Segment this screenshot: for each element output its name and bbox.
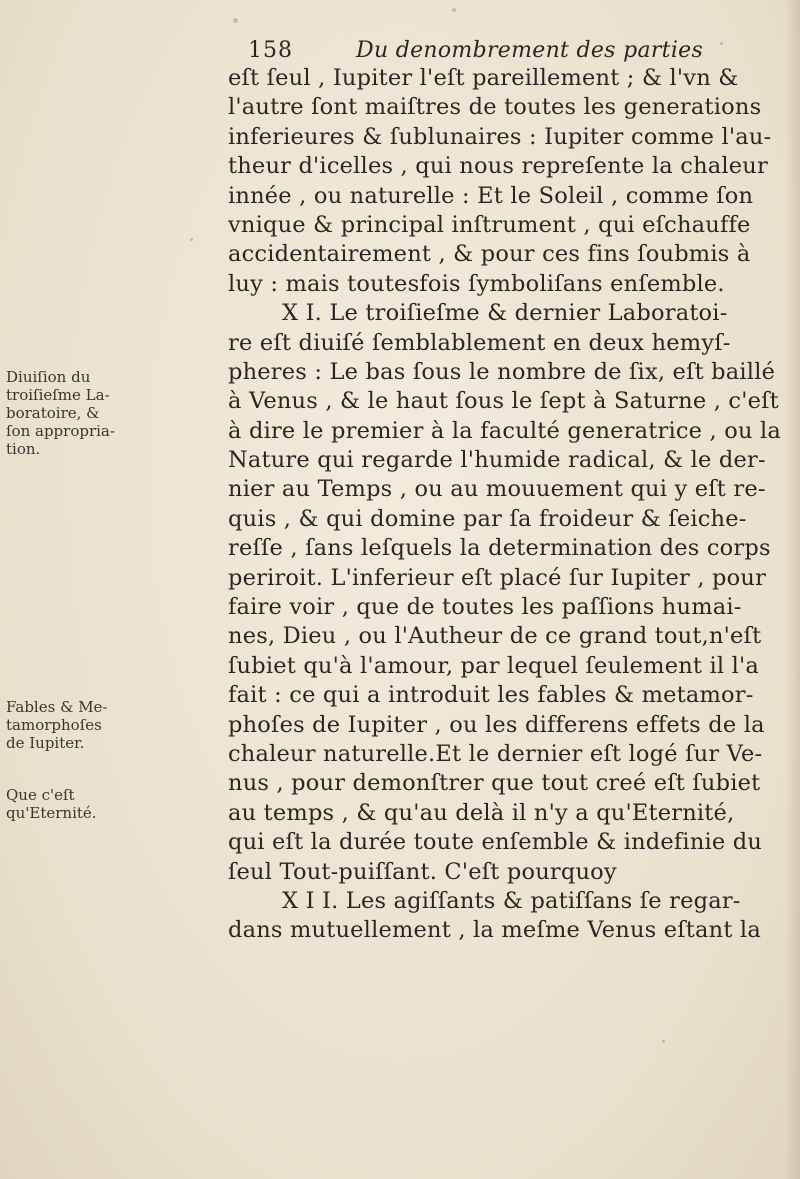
text-line: chaleur naturelle.Et le dernier eſt logé ſur Ve- xyxy=(228,740,763,767)
paper-speck xyxy=(720,42,723,45)
margin-note-line: Fables & Me- xyxy=(6,698,108,716)
text-line: au temps , & qu'au delà il n'y a qu'Eternité, xyxy=(228,799,735,826)
text-line: accidentairement , & pour ces fins ſoubmis à xyxy=(228,241,751,268)
text-line: à Venus , & le haut ſous le ſept à Saturne , c'eſt xyxy=(228,388,779,415)
text-line: luy : mais toutesfois ſymboliſans enſemble. xyxy=(228,270,725,297)
text-line: vnique & principal inſtrument , qui eſchauffe xyxy=(228,211,751,238)
text-line: faire voir , que de toutes les paſſions humai- xyxy=(228,594,742,621)
text-line: nes, Dieu , ou l'Autheur de ce grand tout,n'eſt xyxy=(228,623,762,650)
section-heading-line: X I I. Les agiſſants & patiſſans ſe regar- xyxy=(282,887,741,914)
paper-speck xyxy=(452,8,456,12)
running-title: Du denombrement des parties xyxy=(356,38,704,63)
text-line: quis , & qui domine par ſa froideur & ſeiche- xyxy=(228,505,747,532)
page-edge-shadow xyxy=(786,0,800,1179)
margin-note-line: tamorphoſes xyxy=(6,716,102,734)
text-line: ſubiet qu'à l'amour, par lequel ſeulement il l'a xyxy=(228,652,760,679)
text-line: fait : ce qui a introduit les fables & metamor- xyxy=(228,682,754,709)
text-line: pheres : Le bas ſous le nombre de ſix, eſt baillé xyxy=(228,358,776,385)
text-line: Nature qui regarde l'humide radical, & le der- xyxy=(228,447,766,474)
margin-note-line: tion. xyxy=(6,440,41,458)
text-line: ſeul Tout-puiſſant. C'eſt pourquoy xyxy=(228,858,617,885)
margin-note-line: ſon appropria- xyxy=(6,422,115,440)
margin-note-line: troiſieſme La- xyxy=(6,386,110,404)
text-line: l'autre ſont maiſtres de toutes les generations xyxy=(228,94,762,121)
margin-note-eternity xyxy=(6,786,116,822)
margin-note-line: Que c'eſt xyxy=(6,786,75,804)
text-line: à dire le premier à la faculté generatrice , ou la xyxy=(228,417,782,444)
margin-note-line: qu'Eternité. xyxy=(6,804,97,822)
main-text-block xyxy=(228,64,782,946)
page-number: 158 xyxy=(248,38,293,63)
margin-note-line: Diuiſion du xyxy=(6,368,91,386)
margin-note-line: boratoire, & xyxy=(6,404,100,422)
margin-note-fables xyxy=(6,698,116,752)
section-heading-line: X I. Le troiſieſme & dernier Laboratoi- xyxy=(282,300,728,327)
text-line: nus , pour demonſtrer que tout creé eſt ſubiet xyxy=(228,770,761,797)
text-line: nier au Temps , ou au mouuement qui y eſt re- xyxy=(228,476,766,503)
margin-note-division xyxy=(6,368,116,458)
text-line: re eſt diuiſé ſemblablement en deux hemyſ- xyxy=(228,329,731,356)
margin-note-line: de Iupiter. xyxy=(6,734,85,752)
text-line: inferieures & ſublunaires : Iupiter comme l'au- xyxy=(228,123,772,150)
text-line: reſſe , ſans leſquels la determination des corps xyxy=(228,535,771,562)
text-line: innée , ou naturelle : Et le Soleil , comme ſon xyxy=(228,182,754,209)
paper-speck xyxy=(233,18,238,23)
text-line: qui eſt la durée toute enſemble & indefinie du xyxy=(228,829,763,856)
text-line: phoſes de Iupiter , ou les differens effets de la xyxy=(228,711,765,738)
paper-speck xyxy=(662,1040,665,1043)
text-line: theur d'icelles , qui nous repreſente la chaleur xyxy=(228,153,768,180)
paper-speck xyxy=(190,238,193,241)
text-line: periroit. L'inferieur eſt placé ſur Iupiter , pour xyxy=(228,564,767,591)
text-line: dans mutuellement , la meſme Venus eſtant la xyxy=(228,917,761,944)
text-line: eſt ſeul , Iupiter l'eſt pareillement ; & l'vn & xyxy=(228,65,739,91)
